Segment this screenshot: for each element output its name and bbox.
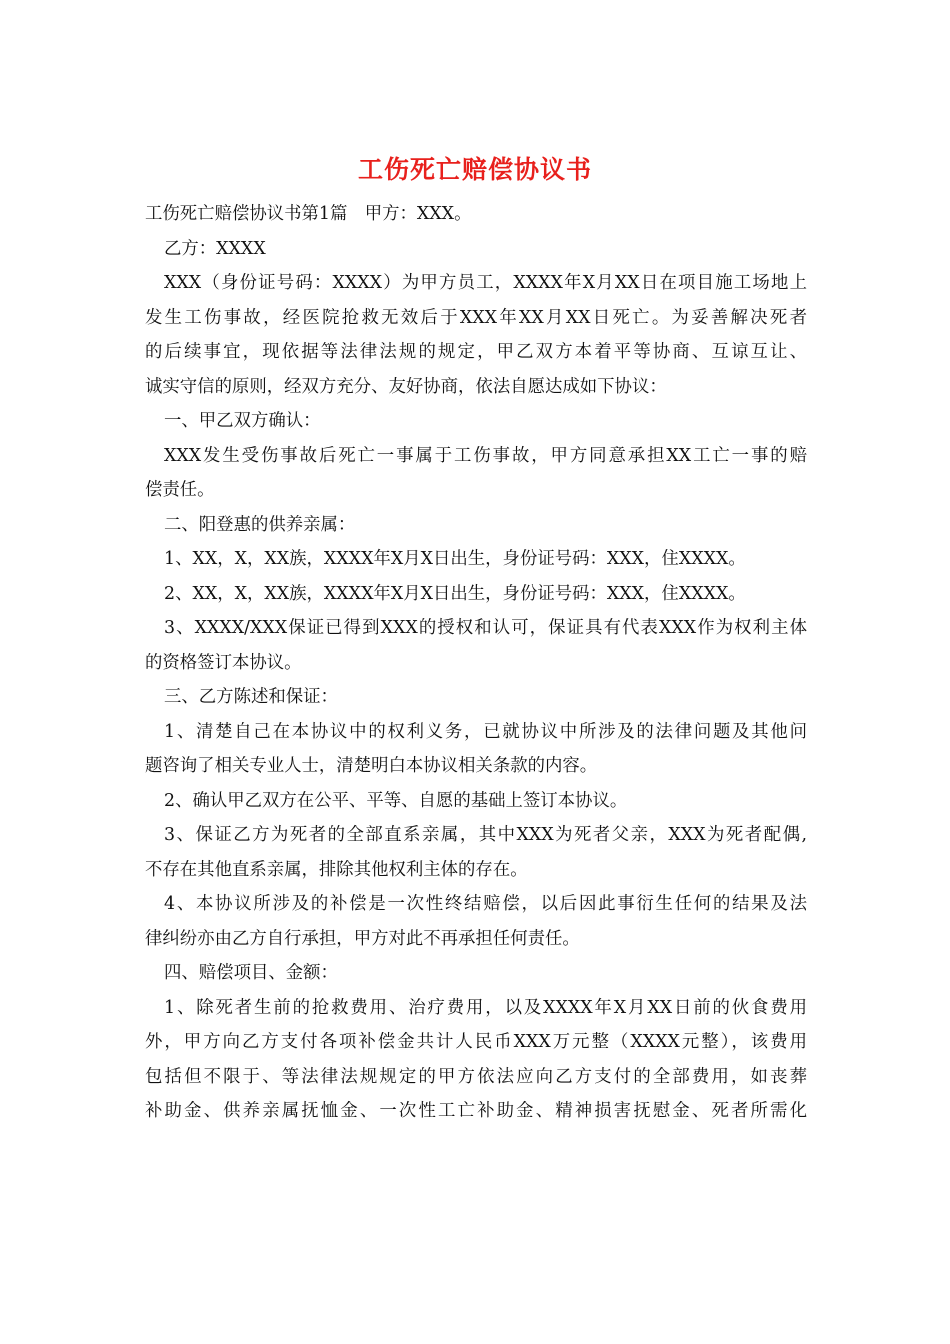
text-line: 诚实守信的原则，经双方充分、友好协商，依法自愿达成如下协议： [145,376,667,397]
text-line: 题咨询了相关专业人士，清楚明白本协议相关条款的内容。 [145,756,598,776]
text-line: 工伤死亡赔偿协议书第1篇 甲方：XXX。 [145,204,472,224]
text-line: 3、保证乙方为死者的全部直系亲属，其中XXX为死者父亲，XXX为死者配偶, [164,825,807,845]
document-body [145,197,807,1129]
text-line: 发生工伤事故，经医院抢救无效后于XXX年XX月XX日死亡。为妥善解决死者 [145,307,807,328]
text-line: 1、XX，X，XX族，XXXX年X月X日出生，身份证号码：XXX，住XXXX。 [164,549,746,569]
text-line: 乙方：XXXX [164,238,266,259]
text-line: XXX（身份证号码：XXXX）为甲方员工，XXXX年X月XX日在项目施工场地上 [164,273,807,293]
text-line: 2、XX，X，XX族，XXXX年X月X日出生，身份证号码：XXX，住XXXX。 [164,583,746,604]
text-line: 的后续事宜，现依据等法律法规的规定，甲乙双方本着平等协商、互谅互让、 [145,342,807,362]
document-title: 工伤死亡赔偿协议书 [357,155,592,184]
text-line: 1、清楚自己在本协议中的权利义务，已就协议中所涉及的法律问题及其他问 [164,721,807,742]
text-line: XXX发生受伤事故后死亡一事属于工伤事故，甲方同意承担XX工亡一事的赔 [164,445,807,466]
text-line: 律纠纷亦由乙方自行承担，甲方对此不再承担任何责任。 [145,928,580,949]
text-line: 不存在其他直系亲属，排除其他权利主体的存在。 [145,859,528,880]
text-line: 3、XXXX/XXX保证已得到XXX的授权和认可，保证具有代表XXX作为权利主体 [164,618,807,638]
text-line: 包括但不限于、等法律法规规定的甲方依法应向乙方支付的全部费用，如丧葬 [145,1066,807,1087]
text-line: 四、赔偿项目、金额： [164,963,338,983]
text-line: 的资格签订本协议。 [145,652,302,673]
text-line: 1、除死者生前的抢救费用、治疗费用，以及XXXX年X月XX日前的伙食费用 [164,997,807,1018]
text-line: 二、阳登惠的供养亲属： [164,514,356,535]
text-line: 4、本协议所涉及的补偿是一次性终结赔偿，以后因此事衍生任何的结果及法 [164,894,807,914]
text-line: 补助金、供养亲属抚恤金、一次性工亡补助金、精神损害抚慰金、死者所需化 [145,1101,807,1121]
text-line: 2、确认甲乙双方在公平、平等、自愿的基础上签订本协议。 [164,790,628,811]
text-line: 一、甲乙双方确认： [164,411,321,431]
text-line: 外，甲方向乙方支付各项补偿金共计人民币XXX万元整（XXXX元整），该费用 [145,1032,807,1052]
text-line: 三、乙方陈述和保证： [164,687,338,707]
text-line: 偿责任。 [145,480,215,500]
